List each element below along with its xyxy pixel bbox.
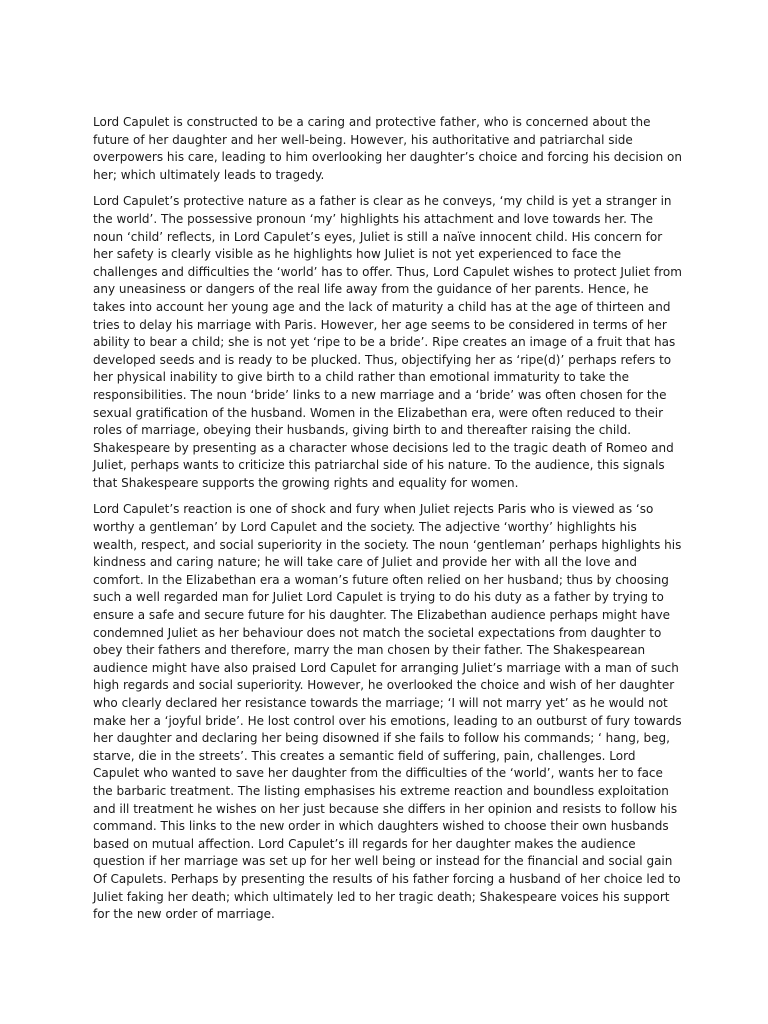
paragraph-introduction: Lord Capulet is constructed to be a caring and protective father, who is concerned about the future of her daughter and her well-being. However, his authoritative and patriarchal side overpowers his care, leading to him overlooking her daughter’s choice and forcing his decision on her; which ultimately leads to tragedy. — [93, 115, 682, 182]
document-page — [93, 114, 683, 933]
paragraph-reaction: Lord Capulet’s reaction is one of shock and fury when Juliet rejects Paris who is viewed as ‘so worthy a gentleman’ by Lord Capulet and the society. The adjective ‘worthy’ highlights his wealth, respect, and social superiority in the society. The noun ‘gentleman’ perhaps highlights his kindness and caring nature; he will take care of Juliet and provide her with all the love and comfort. In the Elizabethan era a woman’s future often relied on her husband; thus by choosing such a well regarded man for Juliet Lord Capulet is trying to do his duty as a father by trying to ensure a safe and secure future for his daughter. The Elizabethan audience perhaps might have condemned Juliet as her behaviour does not match the societal expectations from daughter to obey their fathers and therefore, marry the man chosen by their father. The Shakespearean audience might have also praised Lord Capulet for arranging Juliet’s marriage with a man of such high regards and social superiority. However, he overlooked the choice and wish of her daughter who clearly declared her resistance towards the marriage; ‘I will not marry yet’ as he would not make her a ‘joyful bride’. He lost control over his emotions, leading to an outburst of fury towards her daughter and declaring her being disowned if she fails to follow his commands; ‘ hang, beg, starve, die in the streets’. This creates a semantic field of suffering, pain, challenges. Lord Capulet who wanted to save her daughter from the difficulties of the ‘world’, wants her to face the barbaric treatment. The listing emphasises his extreme reaction and boundless exploitation and ill treatment he wishes on her just because she differs in her opinion and resists to follow his command. This links to the new order in which daughters wished to choose their own husbands based on mutual affection. Lord Capulet’s ill regards for her daughter makes the audience question if her marriage was set up for her well being or instead for the financial and social gain Of Capulets. Perhaps by presenting the results of his father forcing a husband of her choice led to Juliet faking her death; which ultimately led to her tragic death; Shakespeare voices his support for the new order of marriage. — [93, 502, 682, 922]
paragraph-protective-nature: Lord Capulet’s protective nature as a father is clear as he conveys, ‘my child is yet a stranger in the world’. The possessive pronoun ‘my’ highlights his attachment and love towards her. The noun ‘child’ reflects, in Lord Capulet’s eyes, Juliet is still a naïve innocent child. His concern for her safety is clearly visible as he highlights how Juliet is not yet experienced to face the challenges and difficulties the ‘world’ has to offer. Thus, Lord Capulet wishes to protect Juliet from any uneasiness or dangers of the real life away from the guidance of her parents. Hence, he takes into account her young age and the lack of maturity a child has at the age of thirteen and tries to delay his marriage with Paris. However, her age seems to be considered in terms of her ability to bear a child; she is not yet ‘ripe to be a bride’. Ripe creates an image of a fruit that has developed seeds and is ready to be plucked. Thus, objectifying her as ‘ripe(d)’ perhaps refers to her physical inability to give birth to a child rather than emotional immaturity to take the responsibilities. The noun ‘bride’ links to a new marriage and a ‘bride’ was often chosen for the sexual gratification of the husband. Women in the Elizabethan era, were often reduced to their roles of marriage, obeying their husbands, giving birth to and thereafter raising the child. Shakespeare by presenting as a character whose decisions led to the tragic death of Romeo and Juliet, perhaps wants to criticize this patriarchal side of his nature. To the audience, this signals that Shakespeare supports the growing rights and equality for women. — [93, 194, 682, 490]
